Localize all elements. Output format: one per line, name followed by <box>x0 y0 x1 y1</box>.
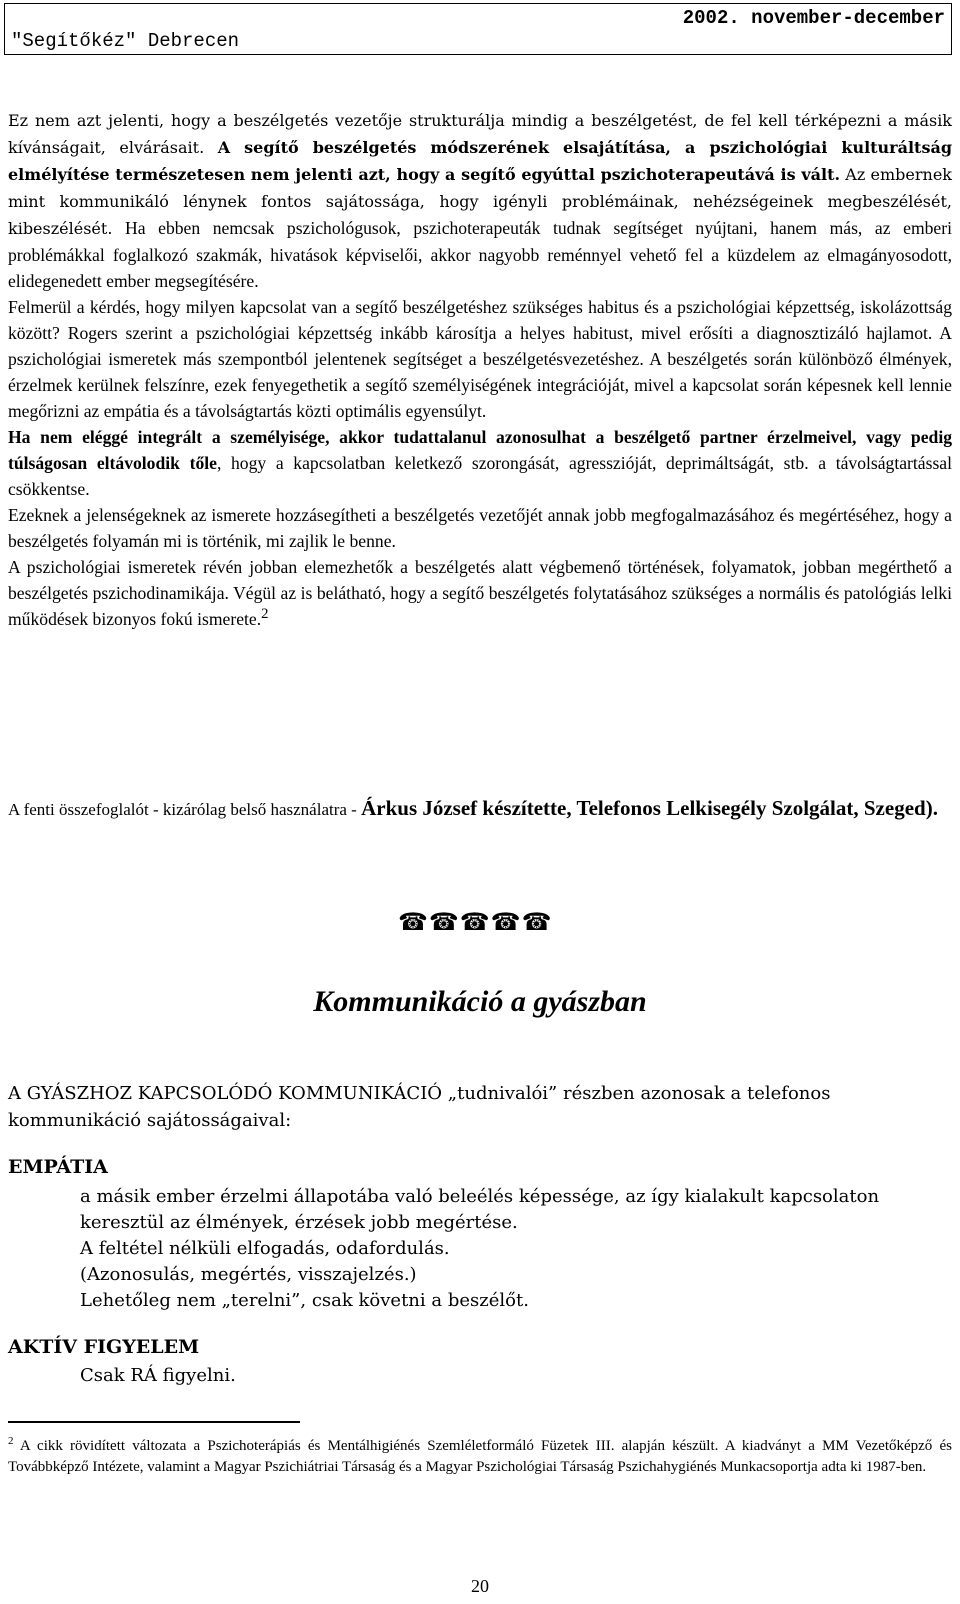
telephone-icons: ☎☎☎☎☎ <box>398 908 553 936</box>
paragraph-3-bold: Ha nem eléggé integrált a személyisége, akkor tudattalanul azonosulhat a beszélgető partner érzelmeivel, vagy pedig túlságosan eltávolodik tőle <box>8 427 952 473</box>
paragraph-5-text: A pszichológiai ismeretek révén jobban elemezhetők a beszélgetés alatt végbemenő történések, folyamatok, jobban megérthető a beszélgetés pszichodinamikája. Végül az is belátható, hogy a segítő beszélgetés folytatásához szükséges a normális és patológiás lelki működések bizonyos fokú ismerete. <box>8 557 952 629</box>
paragraph-1-rest: Ha ebben nemcsak pszichológusok, pszichoterapeuták tudnak segítséget nyújtani, hanem más, az emberi problémákkal foglalkozó szakmák, hivatások képviselői, akkor nagyobb reménnyel vehető fel a küzdelem az elmagányosodott, elidegenedett ember megsegítésére. <box>8 218 952 291</box>
footnote-number: 2 <box>8 1435 14 1447</box>
header-date: 2002. november-december <box>682 7 945 29</box>
paragraph-5 <box>8 554 952 632</box>
header-publication: "Segítőkéz" Debrecen <box>11 30 240 52</box>
footnote <box>8 1436 952 1478</box>
paragraph-3 <box>8 424 952 502</box>
credit-bold: Árkus József készítette, Telefonos Lelkisegély Szolgálat, Szeged). <box>361 796 938 820</box>
empathy-line-2: A feltétel nélküli elfogadás, odafordulás. <box>80 1238 450 1259</box>
empathy-line-1: a másik ember érzelmi állapotába való beleélés képessége, az így kialakult kapcsolaton keresztül az élmények, érzések jobb megértése. <box>80 1186 880 1233</box>
paragraph-1-bold: A segítő beszélgetés módszerének elsajátítása, a pszichológiai kulturáltság elmélyítése természetesen nem jelenti azt, hogy a segítő egyúttal pszichoterapeutává is vált. <box>8 138 953 184</box>
empathy-heading: EMPÁTIA <box>8 1156 108 1178</box>
empathy-line-4: Lehetőleg nem „terelni”, csak követni a beszélőt. <box>80 1290 529 1311</box>
credit-plain: A fenti összefoglalót - kizárólag belső használatra - <box>8 800 362 819</box>
footnote-divider <box>8 1421 300 1423</box>
page-number: 20 <box>471 1576 489 1596</box>
footnote-text: A cikk rövidített változata a Pszichoterápiás és Mentálhigiénés Szemléletformáló Füzetek III. alapján készült. A kiadványt a MM Vezetőképző és Továbbképző Intézete, valamint a Magyar Pszichiátriai Társaság és a Magyar Pszichológiai Társaság Pszichahygiénés Munkacsoportja adta ki 1987-ben. <box>8 1438 952 1475</box>
paragraph-1 <box>8 107 952 294</box>
active-listening-line-1: Csak RÁ figyelni. <box>80 1365 236 1386</box>
article-body <box>8 107 952 632</box>
paragraph-2: Felmerül a kérdés, hogy milyen kapcsolat van a segítő beszélgetéshez szükséges habitus és a pszichológiai képzettség, iskolázottság között? Rogers szerint a pszichológiai képzettség inkább károsítja a helyes habitust, mivel erősíti a diagnosztizáló hajlamot. A pszichológiai ismeretek más szempontból jelentenek segítséget a beszélgetésvezetéshez. A beszélgetés során különböző élmények, érzelmek kerülnek felszínre, ezek fenyegethetik a segítő személyiségének integrációját, mivel a kapcsolat során képesnek kell lennie megőrizni az empátia és a távolságtartás közti optimális egyensúlyt. <box>8 297 952 421</box>
paragraph-1-sans: Az embernek mint kommunikáló lénynek fontos sajátossága, hogy igényli problémáinak, nehézségeinek megbeszélését, kibeszélését. <box>8 165 953 238</box>
empathy-line-3: (Azonosulás, megértés, visszajelzés.) <box>80 1264 417 1285</box>
paragraph-4: Ezeknek a jelenségeknek az ismerete hozzásegítheti a beszélgetés vezetőjét annak jobb megfogalmazásához és megértéséhez, hogy a beszélgetés folyamán mi is történik, mi zajlik le benne. <box>8 505 952 551</box>
footnote-reference: 2 <box>261 606 269 623</box>
intro-text: A GYÁSZHOZ KAPCSOLÓDÓ KOMMUNIKÁCIÓ „tudnivalói” részben azonosak a telefonos kommunikáció sajátosságaival: <box>8 1083 831 1131</box>
author-credit <box>8 793 952 825</box>
active-listening-heading: AKTÍV FIGYELEM <box>8 1336 200 1358</box>
section-title: Kommunikáció a gyászban <box>313 985 647 1018</box>
paragraph-1-intro: Ez nem azt jelenti, hogy a beszélgetés vezetője strukturálja mindig a beszélgetést, de fel kell térképezni a másik kívánságait, elvárásait. <box>8 111 952 157</box>
page-header <box>4 3 952 55</box>
paragraph-3-rest: , hogy a kapcsolatban keletkező szorongását, agresszióját, deprimáltságát, stb. a távolságtartással csökkentse. <box>8 453 952 499</box>
